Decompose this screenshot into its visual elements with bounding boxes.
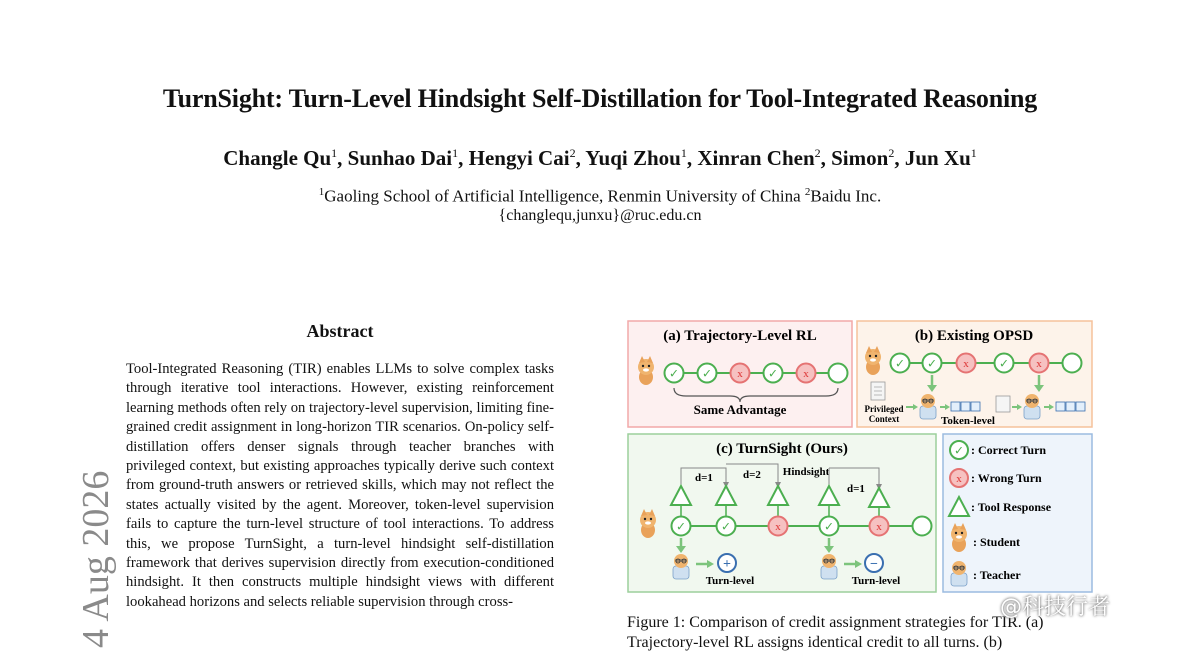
teacher-icon [673,554,689,579]
cross-mark: x [1036,358,1042,370]
author-name: Sunhao Dai [347,146,453,170]
teacher-icon [920,394,936,419]
author-name: Simon [831,146,889,170]
panel-b [857,321,1092,427]
minus-mark: − [870,557,878,572]
document-icon [996,396,1010,412]
legend [943,434,1092,592]
author-name: Hengyi Cai [468,146,570,170]
author-affiliation-mark: 2 [569,146,576,160]
token-blocks-icon [1056,402,1085,411]
same-advantage-label: Same Advantage [693,402,787,417]
panel-c [628,434,936,592]
author-name: Jun Xu [904,146,971,170]
check-mark: ✓ [668,366,680,381]
teacher-icon [1024,394,1040,419]
check-mark: ✓ [720,519,732,534]
author-name: Yuqi Zhou [585,146,681,170]
check-mark: ✓ [998,356,1010,371]
author-affiliation-mark: 1 [680,146,687,160]
token-blocks-icon [951,402,980,411]
affiliation-mark-1: 1 [318,186,325,198]
student-cat-icon [951,523,967,552]
figure-caption: Figure 1: Comparison of credit assignment strategies for TIR. (a) Trajectory-level RL assigns identical credit to all turns. (b) [627,614,1044,651]
legend-correct: : Correct Turn [971,443,1047,457]
author-affiliation-mark: 1 [970,146,977,160]
check-mark: ✓ [926,356,938,371]
student-cat-icon [640,509,656,538]
affiliation-mark-2: 2 [804,186,811,198]
legend-wrong: : Wrong Turn [971,471,1042,485]
student-cat-icon [638,356,654,385]
check-mark: ✓ [823,519,835,534]
watermark: @科技行者 [1000,595,1111,620]
cross-mark: x [775,521,781,533]
cross-mark: x [737,368,743,380]
affiliation-2: Baidu Inc. [810,186,882,206]
turn-level-label-1: Turn-level [705,575,755,587]
author-affiliation-mark: 1 [331,146,338,160]
panel-c-title: (c) TurnSight (Ours) [716,441,848,457]
affiliations [0,186,1200,207]
figure-1 [626,318,1096,598]
end-turn-icon [829,364,848,383]
plus-mark: + [723,557,731,572]
check-mark: ✓ [894,356,906,371]
teacher-icon [821,554,837,579]
end-turn-icon [1063,354,1082,373]
privileged-label: Privileged [864,404,904,414]
panel-a-title: (a) Trajectory-Level RL [663,328,817,344]
d1b-label: d=1 [847,483,865,495]
side-date-text: 4 Aug 2026 [75,470,117,648]
hindsight-label: Hindsight [782,466,830,478]
d2-label: d=2 [743,469,761,481]
check-mark: ✓ [701,366,713,381]
d1-label: d=1 [695,472,713,484]
abstract-text: Tool-Integrated Reasoning (TIR) enables LLMs to solve complex tasks through iterative tool interactions. However, existing reinforcement learning methods often rely on trajectory-level supervision, limiting fine-grained credit assignment in long-horizon TIR scenarios. On-policy self-distillation offers denser signals through teacher branches with privileged context, but existing approaches typically derive such context from ground-truth answers or retrieved skills, which may not reflect the states actually visited by the agent. Moreover, token-level supervision fails to capture the turn-level structure of tool interactions. To address this, we propose TurnSight, a turn-level hindsight self-distillation framework that derives supervision directly from execution-conditioned hindsight. It then constructs multiple hindsight views with different lookahead horizons and selects reliable supervision through cross- [126,361,554,610]
context-label: Context [868,414,900,424]
teacher-icon [951,561,967,586]
author-list: Changle Qu$^1$, Sunhao Dai$^1$, Hengyi Cai$^2$, Yuqi Zhou$^1$, Xinran Chen$^2$, Simon$^2$, Jun Xu$^1$ [223,146,977,170]
cross-mark: x [876,521,882,533]
paper-title: TurnSight: Turn-Level Hindsight Self-Distillation for Tool-Integrated Reasoning [162,84,1038,113]
contact-email: {changlequ,junxu}@ruc.edu.cn [498,207,702,224]
legend-teacher: : Teacher [973,568,1021,582]
panel-b-title: (b) Existing OPSD [914,328,1034,344]
author-affiliation-mark: 1 [452,146,459,160]
legend-tool: : Tool Response [971,500,1052,514]
legend-student: : Student [973,535,1021,549]
turn-level-label-2: Turn-level [851,575,901,587]
arxiv-side-stamp [36,458,117,648]
author-name: Changle Qu [223,146,332,170]
author-affiliation-mark: 2 [814,146,821,160]
cross-mark: x [963,358,969,370]
affiliation-1: Gaoling School of Artificial Intelligence, Renmin University of China [324,186,801,206]
author-name: Xinran Chen [697,146,815,170]
token-level-label: Token-level [941,415,995,427]
abstract-heading: Abstract [306,321,374,341]
check-mark: ✓ [675,519,687,534]
cross-mark: x [956,473,962,485]
cross-mark: x [803,368,809,380]
check-mark: ✓ [767,366,779,381]
panel-a [628,321,852,427]
end-turn-icon [913,517,932,536]
author-affiliation-mark: 2 [888,146,895,160]
check-mark: ✓ [953,443,965,458]
student-cat-icon [865,346,881,375]
